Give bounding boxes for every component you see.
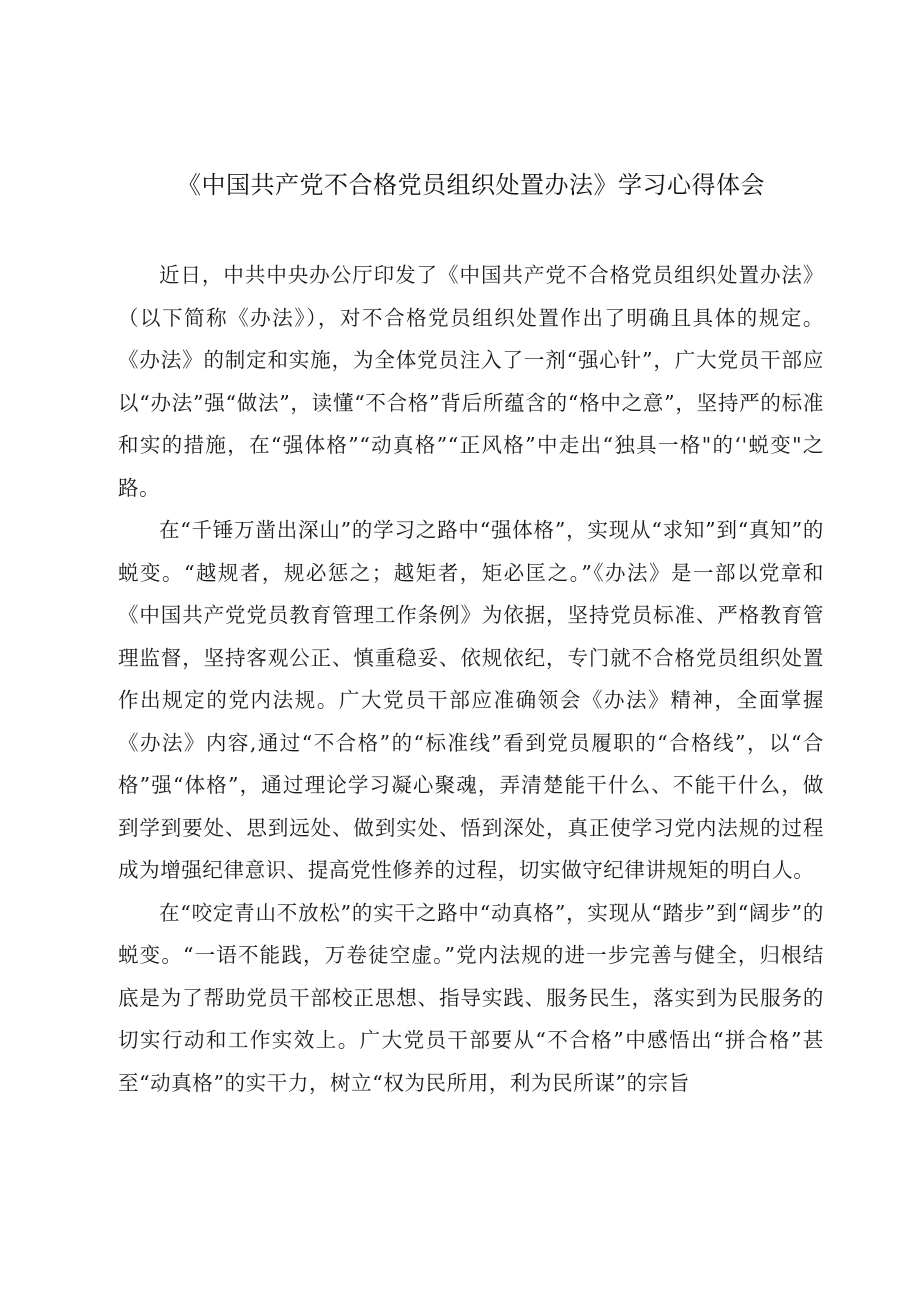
paragraph-2: 在“千锤万凿出深山”的学习之路中“强体格”，实现从“求知”到“真知”的蜕变。“越规者，规必惩之；越矩者，矩必匡之。”《办法》是一部以党章和《中国共产党党员教育管理工作条例》为依据，坚持党员标准、严格教育管理监督，坚持客观公正、慎重稳妥、依规依纪，专门就不合格党员组织处置作出规定的党内法规。广大党员干部应准确领会《办法》精神，全面掌握《办法》内容,通过“不合格”的“标准线”看到党员履职的“合格线”，以“合格”强“体格”，通过理论学习凝心聚魂，弄清楚能干什么、不能干什么，做到学到要处、思到远处、做到实处、悟到深处，真正使学习党内法规的过程成为增强纪律意识、提高党性修养的过程，切实做守纪律讲规矩的明白人。 <box>118 518 824 882</box>
document-title: 《中国共产党不合格党员组织处置办法》学习心得体会 <box>177 171 765 199</box>
paragraph-3: 在“咬定青山不放松”的实干之路中“动真格”，实现从“踏步”到“阔步”的蜕变。“一语不能践，万卷徒空虚。”党内法规的进一步完善与健全，归根结底是为了帮助党员干部校正思想、指导实践、服务民生，落实到为民服务的切实行动和工作实效上。广大党员干部要从“不合格”中感悟出“拼合格”甚至“动真格”的实干力，树立“权为民所用，利为民所谋”的宗旨 <box>118 900 824 1095</box>
paragraph-1: 近日，中共中央办公厅印发了《中国共产党不合格党员组织处置办法》（以下简称《办法》），对不合格党员组织处置作出了明确且具体的规定。《办法》的制定和实施，为全体党员注入了一剂“强心针”，广大党员干部应以“办法”强“做法”，读懂“不合格”背后所蕴含的“格中之意”，坚持严的标准和实的措施，在“强体格”“动真格”“正风格”中走出“独具一格"的‘'蜕变"之路。 <box>118 263 824 500</box>
